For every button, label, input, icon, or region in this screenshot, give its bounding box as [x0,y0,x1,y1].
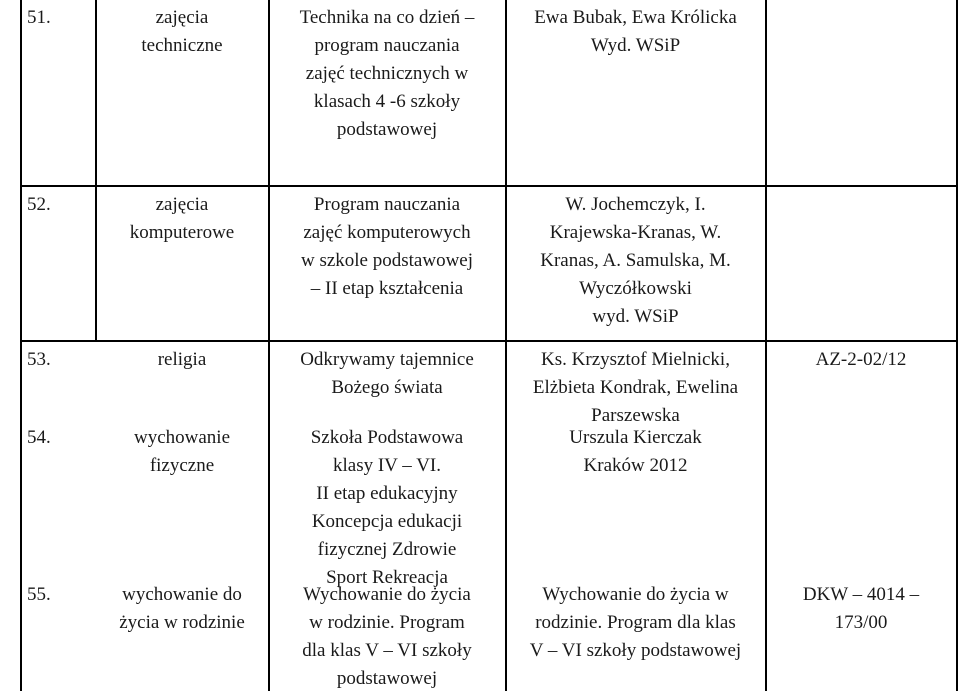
row-54-number: 54. [27,427,51,448]
row-51-program: Technika na co dzień – program nauczania zajęć technicznych w klasach 4 -6 szkoły podstawowej [299,7,475,140]
row-53-author: Ks. Krzysztof Mielnicki, Elżbieta Kondrak, Ewelina Parszewska [532,349,739,426]
row-divider-top-51-52 [20,185,958,187]
row-53-code: AZ-2-02/12 [815,349,907,370]
row-54-subject: wychowanie fizyczne [133,427,231,476]
row-54-author: Urszula Kierczak Kraków 2012 [569,427,702,476]
column-divider-left [20,0,22,691]
row-52-author: W. Jochemczyk, I. Krajewska-Kranas, W. Kranas, A. Samulska, M. Wyczółkowski wyd. WSiP [540,194,731,327]
row-52-program: Program nauczania zajęć komputerowych w szkole podstawowej – II etap kształcenia [300,194,474,299]
row-55-program: Wychowanie do życia w rodzinie. Program dla klas V – VI szkoły podstawowej [302,584,472,689]
row-54-program: Szkoła Podstawowa klasy IV – VI. II etap edukacyjny Koncepcja edukacji fizycznej Zdrowie Sport Rekreacja [310,427,464,588]
row-53-number: 53. [27,349,51,370]
row-divider-top-53 [20,340,958,342]
row-53-program: Odkrywamy tajemnice Bożego świata [300,349,474,398]
row-51-subject: zajęcia techniczne [141,7,223,56]
row-55-author: Wychowanie do życia w rodzinie. Program dla klas V – VI szkoły podstawowej [529,584,742,661]
row-52-subject: zajęcia komputerowe [129,194,235,243]
row-51-number: 51. [27,7,51,28]
row-51-author: Ewa Bubak, Ewa Królicka Wyd. WSiP [534,7,737,56]
row-52-number: 52. [27,194,51,215]
row-55-subject: wychowanie do życia w rodzinie [119,584,245,633]
row-53-subject: religia [157,349,207,370]
row-55-code: DKW – 4014 – 173/00 [802,584,920,633]
row-55-number: 55. [27,584,51,605]
column-divider-right [956,0,958,691]
